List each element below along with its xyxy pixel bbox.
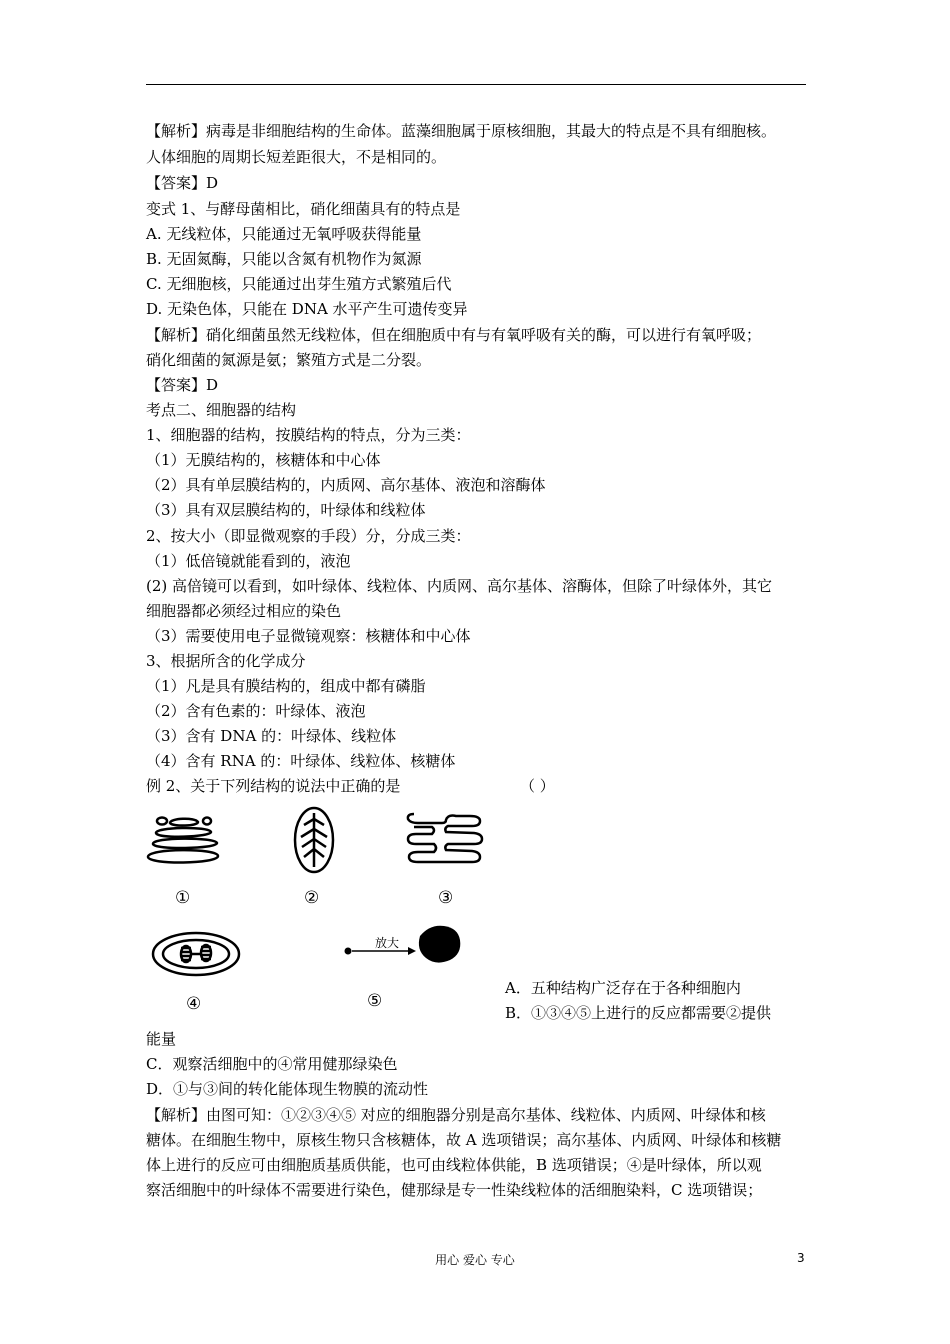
text-line: 硝化细菌的氮源是氨；繁殖方式是二分裂。 [146,351,432,369]
text-line: (2) 高倍镜可以看到，如叶绿体、线粒体、内质网、高尔基体、溶酶体，但除了叶绿体外，其它 [146,577,773,595]
option-a: A. 无线粒体，只能通过无氧呼吸获得能量 [146,225,422,243]
figure-label-2: ② [304,888,320,908]
chloroplast-figure [150,930,242,978]
question-line: 例 2、关于下列结构的说法中正确的是 [146,777,401,795]
figure-label-4: ④ [186,994,202,1014]
er-figure [404,808,486,870]
option-c: C．观察活细胞中的④常用健那绿染色 [146,1055,398,1073]
text-line: （4）含有 RNA 的：叶绿体、线粒体、核糖体 [146,752,456,770]
ribosome-figure [340,922,465,966]
mitochondrion-figure [292,805,336,875]
option-b: B. 无固氮酶，只能以含氮有机物作为氮源 [146,250,422,268]
analysis-line: 察活细胞中的叶绿体不需要进行染色，健那绿是专一性染线粒体的活细胞染料，C 选项错误； [146,1181,763,1199]
text-line: （3）含有 DNA 的：叶绿体、线粒体 [146,727,397,745]
option-d: D．①与③间的转化能体现生物膜的流动性 [146,1080,429,1098]
text-line: 【解析】病毒是非细胞结构的生命体。蓝藻细胞属于原核细胞，其最大的特点是不具有细胞核。 [146,122,777,140]
option-b-continued: 能量 [146,1030,177,1048]
text-line: 2、按大小（即显微观察的手段）分，分成三类： [146,527,471,545]
figure-label-3: ③ [438,888,454,908]
option-c: C. 无细胞核，只能通过出芽生殖方式繁殖后代 [146,275,452,293]
answer-blank: （ ） [520,777,555,795]
arrow-label: 放大 [375,936,400,950]
figure-label-1: ① [175,888,191,908]
answer-line: 【答案】D [146,174,219,192]
analysis-line: 糖体。在细胞生物中，原核生物只含核糖体，故 A 选项错误；高尔基体、内质网、叶绿体和核糖 [146,1131,782,1149]
golgi-figure [145,812,220,867]
option-a: A．五种结构广泛存在于各种细胞内 [505,979,741,997]
text-line: （3）需要使用电子显微镜观察：核糖体和中心体 [146,627,471,645]
figure-label-5: ⑤ [367,991,383,1011]
text-line: 【解析】硝化细菌虽然无线粒体，但在细胞质中有与有氧呼吸有关的酶，可以进行有氧呼吸； [146,326,762,344]
analysis-line: 【解析】由图可知：①②③④⑤ 对应的细胞器分别是高尔基体、线粒体、内质网、叶绿体和核 [146,1106,766,1124]
text-line: 细胞器都必须经过相应的染色 [146,602,342,620]
text-line: （1）凡是具有膜结构的，组成中都有磷脂 [146,677,426,695]
header-rule [146,84,806,85]
text-line: （1）无膜结构的，核糖体和中心体 [146,451,381,469]
option-d: D. 无染色体，只能在 DNA 水平产生可遗传变异 [146,300,468,318]
text-line: （3）具有双层膜结构的，叶绿体和线粒体 [146,501,426,519]
page-number: 3 [797,1251,805,1265]
option-b: B．①③④⑤上进行的反应都需要②提供 [505,1004,772,1022]
analysis-line: 体上进行的反应可由细胞质基质供能，也可由线粒体供能，B 选项错误；④是叶绿体，所以观 [146,1156,762,1174]
text-line: （2）含有色素的：叶绿体、液泡 [146,702,366,720]
text-line: 3、根据所含的化学成分 [146,652,306,670]
section-heading: 考点二、细胞器的结构 [146,401,297,419]
text-line: （2）具有单层膜结构的，内质网、高尔基体、液泡和溶酶体 [146,476,546,494]
text-line: （1）低倍镜就能看到的，液泡 [146,552,351,570]
text-line: 人体细胞的周期长短差距很大，不是相同的。 [146,148,447,166]
text-line: 1、细胞器的结构，按膜结构的特点，分为三类： [146,426,471,444]
footer-text: 用心 爱心 专心 [435,1253,515,1267]
question-line: 变式 1、与酵母菌相比，硝化细菌具有的特点是 [146,200,461,218]
answer-line: 【答案】D [146,376,219,394]
